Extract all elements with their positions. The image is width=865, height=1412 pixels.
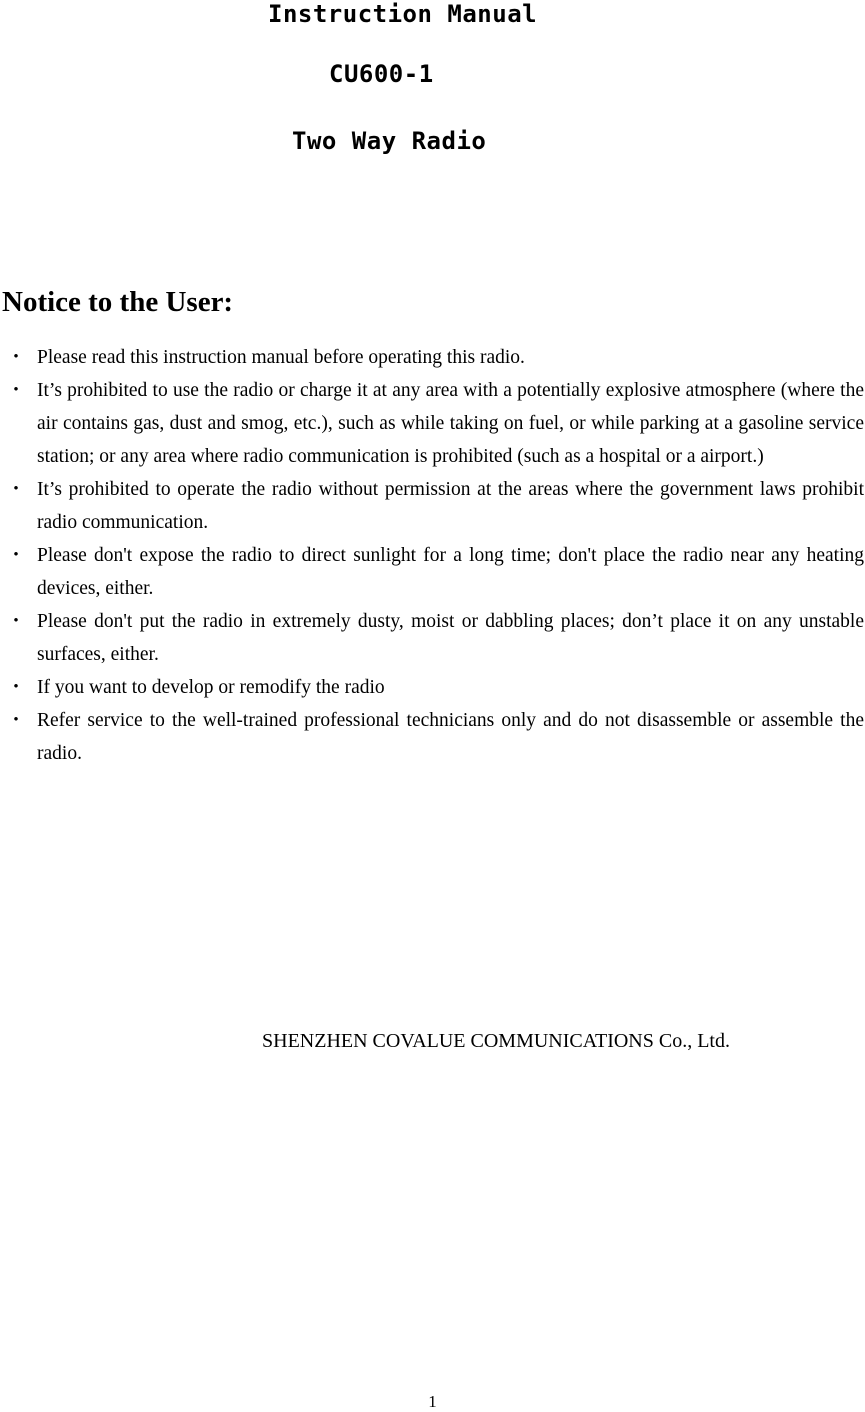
page-number: 1 bbox=[428, 1392, 437, 1411]
notice-item bbox=[0, 539, 865, 605]
product-subtitle: Two Way Radio bbox=[292, 127, 487, 155]
notice-item-text: It’s prohibited to use the radio or charge it at any area with a potentially explosive atmosphere (where the air contains gas, dust and smog, etc.), such as while taking on fuel, or while parking at a gasoline service station; or any area where radio communication is prohibited (such as a hospital or a airport.) bbox=[37, 380, 864, 467]
bullet-icon: ・ bbox=[6, 545, 26, 566]
notice-item bbox=[0, 704, 865, 770]
manual-title: Instruction Manual bbox=[268, 0, 538, 28]
notice-item-text: Refer service to the well-trained professional technicians only and do not disassemble or assemble the radio. bbox=[37, 710, 864, 764]
notice-item-text: It’s prohibited to operate the radio without permission at the areas where the government laws prohibit radio communication. bbox=[37, 479, 864, 533]
bullet-icon: ・ bbox=[6, 611, 26, 632]
notice-item bbox=[0, 671, 865, 704]
company-name: SHENZHEN COVALUE COMMUNICATIONS Co., Ltd. bbox=[262, 1030, 730, 1052]
notice-item bbox=[0, 605, 865, 671]
notice-item bbox=[0, 374, 865, 473]
bullet-icon: ・ bbox=[6, 347, 26, 368]
bullet-icon: ・ bbox=[6, 677, 26, 698]
bullet-icon: ・ bbox=[6, 380, 26, 401]
notice-item bbox=[0, 341, 865, 374]
notice-item-text: Please don't put the radio in extremely dusty, moist or dabbling places; don’t place it on any unstable surfaces, either. bbox=[37, 611, 864, 665]
notice-item bbox=[0, 473, 865, 539]
bullet-icon: ・ bbox=[6, 710, 26, 731]
notice-item-text: Please don't expose the radio to direct sunlight for a long time; don't place the radio near any heating devices, either. bbox=[37, 545, 864, 599]
notice-item-text: Please read this instruction manual before operating this radio. bbox=[37, 347, 525, 368]
notice-list bbox=[0, 341, 865, 770]
model-number: CU600-1 bbox=[329, 60, 434, 88]
bullet-icon: ・ bbox=[6, 479, 26, 500]
notice-heading: Notice to the User: bbox=[2, 286, 234, 318]
notice-item-text: If you want to develop or remodify the radio bbox=[37, 677, 385, 698]
